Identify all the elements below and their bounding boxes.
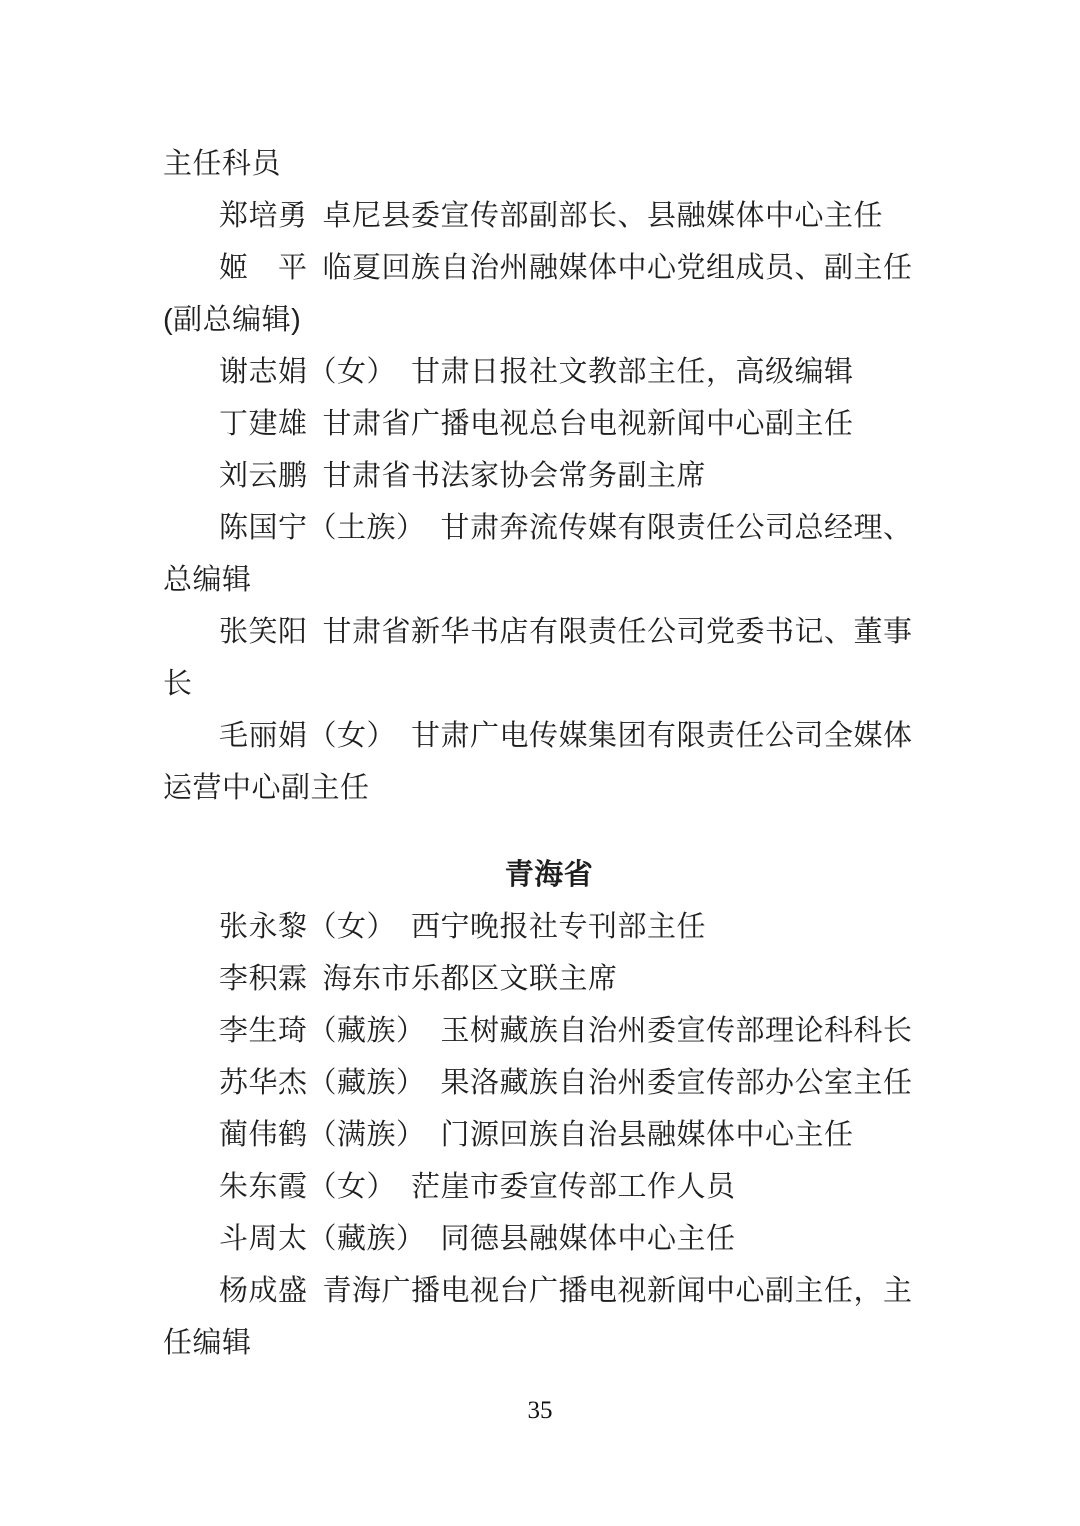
page-number: 35 — [527, 1397, 553, 1424]
section-heading: 青海省 — [504, 859, 594, 891]
page-footer — [0, 1394, 1080, 1428]
text-line: 陈国宁（土族） 甘肃奔流传媒有限责任公司总经理、 — [219, 512, 913, 544]
text-line: 总编辑 — [163, 564, 252, 596]
text-line: 任编辑 — [163, 1327, 252, 1359]
text-line: 苏华杰（藏族） 果洛藏族自治州委宣传部办公室主任 — [219, 1067, 913, 1099]
text-line: 主任科员 — [163, 148, 282, 180]
text-line: 蔺伟鹤（满族） 门源回族自治县融媒体中心主任 — [219, 1119, 854, 1151]
text-line: 李积霖 海东市乐都区文联主席 — [219, 963, 618, 995]
text-line: 刘云鹏 甘肃省书法家协会常务副主席 — [219, 460, 707, 492]
text-line: (副总编辑) — [163, 304, 302, 336]
text-line: 斗周太（藏族） 同德县融媒体中心主任 — [219, 1223, 736, 1255]
text-line: 杨成盛 青海广播电视台广播电视新闻中心副主任，主 — [219, 1275, 913, 1307]
text-line: 长 — [163, 668, 193, 700]
text-line: 朱东霞（女） 茫崖市委宣传部工作人员 — [219, 1171, 736, 1203]
text-line: 谢志娟（女） 甘肃日报社文教部主任，高级编辑 — [219, 356, 854, 388]
text-line: 张笑阳 甘肃省新华书店有限责任公司党委书记、董事 — [219, 616, 913, 648]
document-body — [0, 138, 1080, 1369]
text-line: 郑培勇 卓尼县委宣传部副部长、县融媒体中心主任 — [219, 200, 884, 232]
text-line: 运营中心副主任 — [163, 772, 370, 804]
text-line: 李生琦（藏族） 玉树藏族自治州委宣传部理论科科长 — [219, 1015, 913, 1047]
text-line: 毛丽娟（女） 甘肃广电传媒集团有限责任公司全媒体 — [219, 720, 913, 752]
text-line: 姬 平 临夏回族自治州融媒体中心党组成员、副主任 — [219, 252, 913, 284]
text-line: 张永黎（女） 西宁晚报社专刊部主任 — [219, 911, 707, 943]
text-line: 丁建雄 甘肃省广播电视总台电视新闻中心副主任 — [219, 408, 854, 440]
